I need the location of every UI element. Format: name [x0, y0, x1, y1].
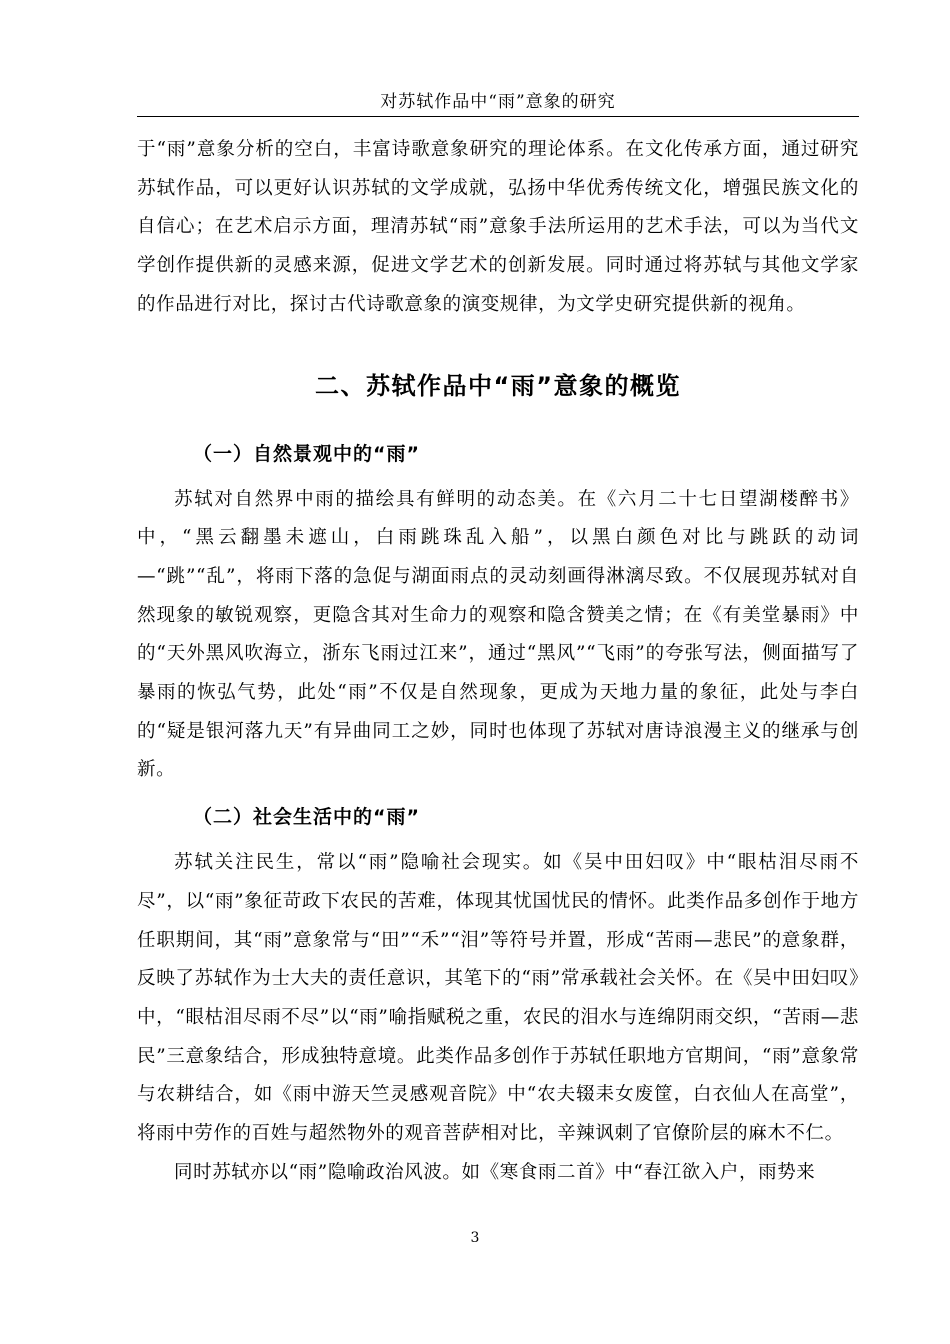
- body-paragraph-political-rain: 同时苏轼亦以“雨”隐喻政治风波。如《寒食雨二首》中“春江欲入户，雨势来: [174, 1161, 816, 1183]
- spacer: [137, 325, 859, 367]
- page-body: [137, 131, 859, 1192]
- spacer: [137, 790, 859, 802]
- running-header: 对苏轼作品中“雨”意象的研究: [380, 92, 616, 112]
- section-heading: 二、苏轼作品中“雨”意象的概览: [314, 371, 682, 400]
- spacer: [137, 832, 859, 844]
- spacer: [137, 405, 859, 439]
- body-paragraph-continued: 于“雨”意象分析的空白，丰富诗歌意象研究的理论体系。在文化传承方面，通过研究苏轼作品，可以更好认识苏轼的文学成就，弘扬中华优秀传统文化，增强民族文化的自信心；在艺术启示方面，理清苏轼“雨”意象手法所运用的艺术手法，可以为当代文学创作提供新的灵感来源，促进文学艺术的创新发展。同时通过将苏轼与其他文学家的作品进行对比，探讨古代诗歌意象的演变规律，为文学史研究提供新的视角。: [137, 139, 859, 315]
- page-number: 3: [470, 1230, 480, 1246]
- body-paragraph-natural-rain: 苏轼对自然界中雨的描绘具有鲜明的动态美。在《六月二十七日望湖楼醉书》中，“黑云翻墨未遮山，白雨跳珠乱入船”，以黑白颜色对比与跳跃的动词—“跳”“乱”，将雨下落的急促与湖面雨点的灵动刻画得淋漓尽致。不仅展现苏轼对自然现象的敏锐观察，更隐含其对生命力的观察和隐含赞美之情；在《有美堂暴雨》中的“天外黑风吹海立，浙东飞雨过江来”，通过“黑风”“飞雨”的夸张写法，侧面描写了暴雨的恢弘气势，此处“雨”不仅是自然现象，更成为天地力量的象征，此处与李白的“疑是银河落九天”有异曲同工之妙，同时也体现了苏轼对唐诗浪漫主义的继承与创新。: [137, 488, 859, 781]
- body-paragraph-social-rain: 苏轼关注民生，常以“雨”隐喻社会现实。如《吴中田妇叹》中“眼枯泪尽雨不尽”，以“雨”象征苛政下农民的苦难，体现其忧国忧民的情怀。此类作品多创作于地方任职期间，其“雨”意象常与“田”“禾”“泪”等符号并置，形成“苦雨—悲民”的意象群，反映了苏轼作为士大夫的责任意识，其笔下的“雨”常承载社会关怀。在《吴中田妇叹》中，“眼枯泪尽雨不尽”以“雨”喻指赋税之重，农民的泪水与连绵阴雨交织，“苦雨—悲民”三意象结合，形成独特意境。此类作品多创作于苏轼任职地方官期间，“雨”意象常与农耕结合，如《雨中游天竺灵感观音院》中“农夫辍耒女废筐，白衣仙人在高堂”，将雨中劳作的百姓与超然物外的观音菩萨相对比，辛辣讽刺了官僚阶层的麻木不仁。: [137, 852, 859, 1145]
- subsection-heading-natural: （一）自然景观中的“雨”: [193, 442, 420, 465]
- spacer: [137, 469, 859, 481]
- subsection-heading-social: （二）社会生活中的“雨”: [193, 806, 420, 829]
- header-rule: [137, 116, 859, 117]
